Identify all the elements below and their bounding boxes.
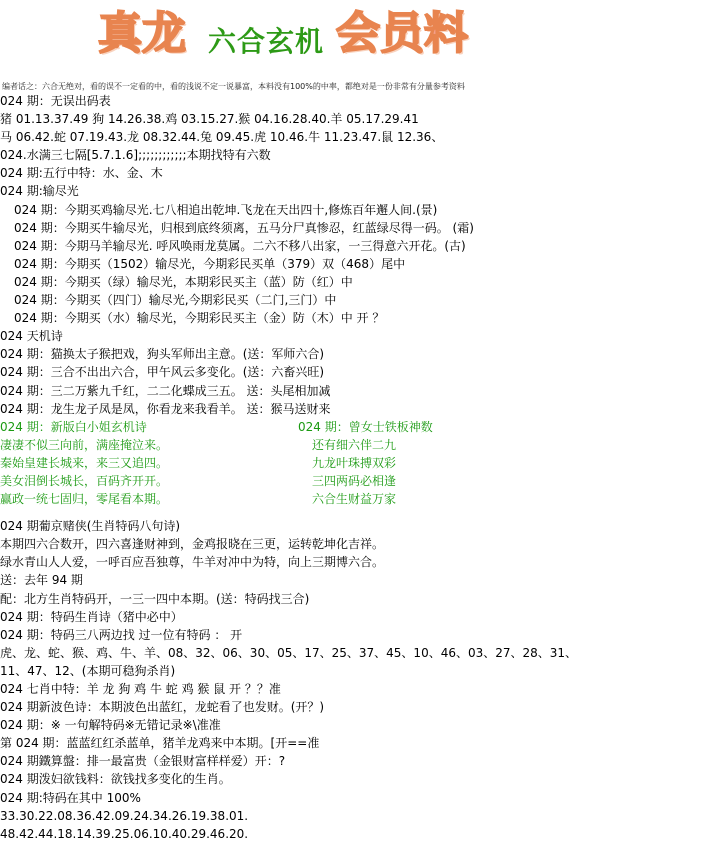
green-right-3: 九龙叶珠搏双彩 <box>312 455 397 470</box>
line-red-blue: 第 024 期：蓝蓝红红杀蓝单，猪羊龙鸡来中本期。[开==准 <box>0 736 320 751</box>
green-right-2: 还有细六伴二九 <box>312 437 397 452</box>
green-left-3: 秦始皇建长城来，来三又追四。 <box>0 455 169 470</box>
green-row-1 <box>0 418 720 436</box>
line-table-title: 024 期：无误出码表 <box>0 94 111 108</box>
green-row-4 <box>0 472 720 490</box>
line-gambler-1: 本期四六合数开，四六喜逢财神到，金鸡报晓在三更，运转乾坤化吉祥。 <box>0 537 385 552</box>
line-lose-all-1: 024 期：今期买鸡输尽光.七八相追出乾坤.飞龙在天出四十,修炼百年邂人间.(景) <box>14 202 438 217</box>
line-north-zodiac: 配：北方生肖特码开，一三一四中本期。(送：特码找三合) <box>0 591 310 606</box>
line-number-list-1: 虎、龙、蛇、猴、鸡、牛、羊、08、32、06、30、05、17、25、37、45、10、46、03、27、28、31、 <box>0 645 578 660</box>
line-poem-1: 024 期：猫换太子猴把戏，狗头军师出主意。(送：军师六合) <box>0 347 325 362</box>
line-poem-title: 024 天机诗 <box>0 329 63 344</box>
line-number-list-2: 11、47、12、(本期可稳狗杀肖) <box>0 663 176 678</box>
line-numbers-a: 33.30.22.08.36.42.09.24.34.26.19.38.01. <box>0 808 249 823</box>
line-lose-all-5: 024 期：今期买（绿）输尽光，本期彩民买主（蓝）防（红）中 <box>14 274 353 289</box>
line-lose-all-3: 024 期：今期马羊输尽光. 呼风唤雨龙莫属。二六不移八出家，一三得意六开花。(古) <box>14 238 466 253</box>
line-abacus: 024 期鐵算盤：排一最富贵（金银财富样样爱）开：? <box>0 754 286 769</box>
line-water-full: 024.水满三七隔[5.7.1.6];;;;;;;;;;;;本期找特有六数 <box>0 148 271 163</box>
green-left-1: 024 期：新版白小姐玄机诗 <box>0 419 147 434</box>
line-poem-4: 024 期：龙生龙子凤是凤，你看龙来我看羊。 送：猴马送财来 <box>0 401 331 416</box>
green-left-5: 赢政一统七固归，零尾看本期。 <box>0 492 169 507</box>
line-within-100: 024 期:特码在其中 100% <box>0 790 141 805</box>
disclaimer-text: 编者话之：六合无绝对，看的误不一定看的中，看的浅说不定一说暴富，本料没有100%的中率，都绝对是一份非常有分量参考资料 <box>2 82 465 91</box>
spacer <box>0 508 720 517</box>
title-middle: 六合玄机 <box>208 25 325 58</box>
line-lose-all-6: 024 期：今期买（四门）输尽光,今期彩民买（二门,三门）中 <box>14 293 337 308</box>
line-shrew: 024 期泼妇欲钱料：欲钱找多变化的生肖。 <box>0 772 231 787</box>
line-lose-all-4: 024 期：今期买（1502）输尽光，今期彩民买单（379）双（468）尾中 <box>14 256 406 271</box>
green-right-1: 024 期：曾女士铁板神数 <box>298 419 433 434</box>
line-lose-all-2: 024 期：今期买牛输尽光，归根到底终须离，五马分尸真惨忍，红蓝绿尽得一码。 (霜) <box>14 220 474 235</box>
green-row-3 <box>0 454 720 472</box>
line-special-zodiac-poem: 024 期：特码生肖诗（猪中必中） <box>0 609 183 624</box>
line-gambler-2: 绿水青山人人爱，一呼百应吾独尊，牛羊对冲中为特，向上三期博六合。 <box>0 555 385 570</box>
line-poem-3: 024 期：三二万紫九千红，二二化蝶成三五。 送：头尾相加减 <box>0 383 331 398</box>
line-wave-color: 024 期新波色诗：本期波色出蓝红，龙蛇看了也发财。(开？) <box>0 700 325 715</box>
green-row-5 <box>0 490 720 508</box>
title-left: 真龙 <box>98 8 186 59</box>
line-lose-all-7: 024 期：今期买（水）输尽光，今期彩民买主（金）防（木）中 开 ？ <box>14 311 385 326</box>
line-seven-zodiac: 024 七肖中特：羊 龙 狗 鸡 牛 蛇 鸡 猴 鼠 开 ？？准 <box>0 682 281 696</box>
green-right-4: 三四两码必相逢 <box>312 473 397 488</box>
page-header <box>0 0 720 82</box>
line-special-38: 024 期：特码三八两边找 过一位有特码 ： 开 <box>0 627 243 642</box>
title-right: 会员料 <box>336 8 468 59</box>
line-zodiac-numbers-2: 马 06.42.蛇 07.19.43.龙 08.32.44.兔 09.45.虎 10.46.牛 11.23.47.鼠 12.36、 <box>0 130 444 145</box>
line-poem-2: 024 期：三合不出出六合，甲午风云多变化。(送：六畜兴旺) <box>0 365 325 380</box>
green-row-2 <box>0 436 720 454</box>
green-left-2: 凄凄不似三向前，满座掩泣来。 <box>0 437 169 452</box>
line-lose-all-title: 024 期:输尽光 <box>0 184 79 199</box>
green-right-5: 六合生财益万家 <box>312 492 397 507</box>
line-gift-last-year: 送：去年 94 期 <box>0 573 83 588</box>
line-numbers-b: 48.42.44.18.14.39.25.06.10.40.29.46.20. <box>0 826 249 841</box>
green-left-4: 美女泪倒长城长，百码齐开开。 <box>0 473 169 488</box>
line-one-phrase: 024 期：※ 一句解特码※无错记录※\准准 <box>0 718 221 733</box>
line-five-elements: 024 期:五行中特：水、金、木 <box>0 166 163 181</box>
line-zodiac-numbers-1: 猪 01.13.37.49 狗 14.26.38.鸡 03.15.27.猴 04.16.28.40.羊 05.17.29.41 <box>0 112 419 127</box>
line-gambler-title: 024 期葡京赌侠(生肖特码八句诗) <box>0 519 181 534</box>
content-lines <box>0 92 720 843</box>
